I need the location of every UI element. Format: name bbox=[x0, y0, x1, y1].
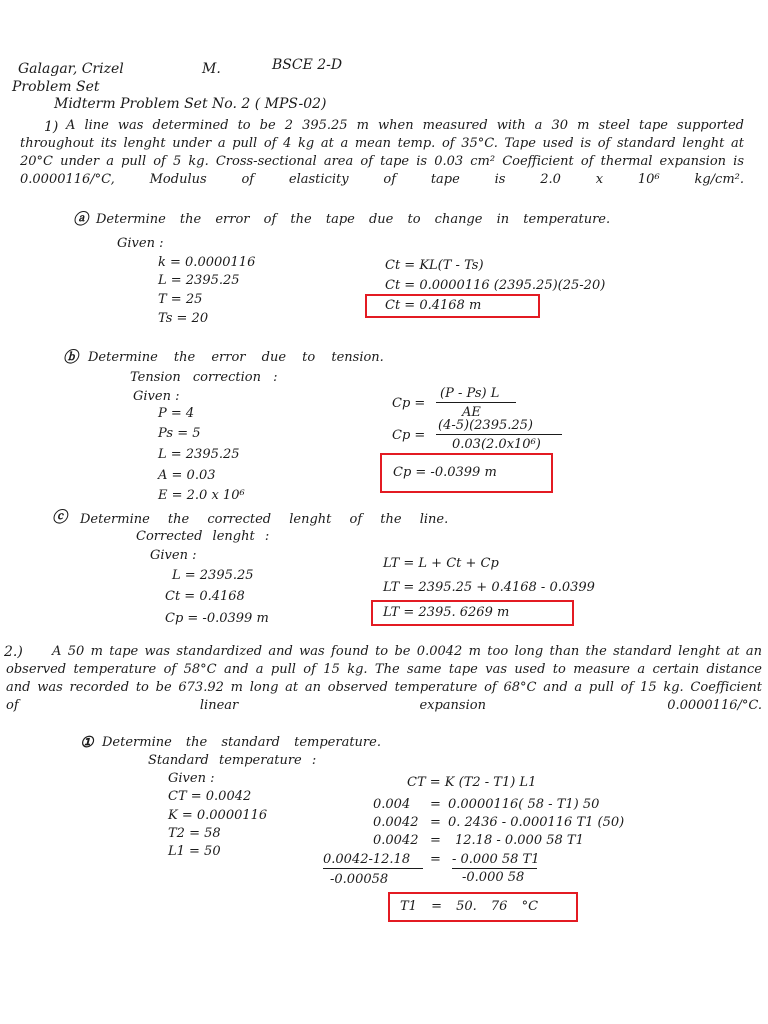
part-b-marker: ⓑ bbox=[63, 348, 79, 366]
given-ct: CT = 0.0042 bbox=[168, 789, 252, 804]
middle-initial: M. bbox=[202, 61, 221, 77]
given-ct: Ct = 0.4168 bbox=[165, 589, 245, 604]
part-a-question: Determine the error of the tape due to change in temperature. bbox=[96, 212, 611, 227]
division-bar-left bbox=[323, 868, 423, 869]
part-1-sub: Standard temperature : bbox=[148, 753, 317, 768]
step-equals: = bbox=[430, 852, 441, 867]
answer-lt: LT = 2395. 6269 m bbox=[383, 605, 510, 620]
given-ts: Ts = 20 bbox=[158, 311, 209, 326]
fraction-numerator: (4-5)(2395.25) bbox=[438, 418, 533, 433]
step-rhs: 12.18 - 0.000 58 T1 bbox=[455, 833, 584, 848]
work-line: Ct = 0.0000116 (2395.25)(25-20) bbox=[385, 278, 606, 293]
given-e: E = 2.0 x 10⁶ bbox=[158, 488, 245, 503]
part-c-given-label: Given : bbox=[150, 548, 197, 563]
answer-cp: Cp = -0.0399 m bbox=[393, 465, 497, 480]
document-title: Problem Set bbox=[12, 79, 100, 95]
part-b-given-label: Given : bbox=[133, 389, 180, 404]
answer-t1: T1 = 50. 76 °C bbox=[400, 899, 539, 914]
fraction-denominator: AE bbox=[462, 405, 481, 420]
step-equals: = bbox=[430, 833, 441, 848]
part-b-sub: Tension correction : bbox=[130, 370, 278, 385]
division-right-numerator: - 0.000 58 T1 bbox=[452, 852, 540, 867]
division-left-denominator: -0.00058 bbox=[330, 872, 389, 887]
student-name: Galagar, Crizel bbox=[18, 61, 124, 77]
part-c-question: Determine the corrected lenght of the line. bbox=[80, 512, 449, 527]
fraction-numerator: (P - Ps) L bbox=[440, 386, 500, 401]
part-c-sub: Corrected lenght : bbox=[136, 529, 270, 544]
given-l: L = 2395.25 bbox=[158, 447, 240, 462]
part-1-question: Determine the standard temperature. bbox=[102, 735, 381, 750]
division-right-denominator: -0.000 58 bbox=[462, 870, 525, 885]
given-k: k = 0.0000116 bbox=[158, 255, 256, 270]
given-l: L = 2395.25 bbox=[158, 273, 240, 288]
given-l: L = 2395.25 bbox=[172, 568, 254, 583]
division-left-numerator: 0.0042-12.18 bbox=[323, 852, 411, 867]
part-a-marker: ⓐ bbox=[73, 210, 89, 228]
part-c-marker: ⓒ bbox=[52, 508, 68, 526]
formula-line: CT = K (T2 - T1) L1 bbox=[407, 775, 537, 790]
problem-2-statement: A 50 m tape was standardized and was found to be 0.0042 m too long than the standard lenght at an observed temperature of 58°C and a pull of 15 kg. The same tape vas used to measure a certain distance and was recorded to be 673.92 m long at an observed temperature of 68°C and a pull of 15 kg. Coefficient of linear expansion 0.0000116/°C. bbox=[6, 644, 762, 713]
given-cp: Cp = -0.0399 m bbox=[165, 611, 269, 626]
part-a-given-label: Given : bbox=[117, 236, 164, 251]
step-lhs: 0.004 bbox=[373, 797, 411, 812]
answer-ct: Ct = 0.4168 m bbox=[385, 298, 482, 313]
work-line: Ct = KL(T - Ts) bbox=[385, 258, 484, 273]
division-bar-right bbox=[452, 868, 537, 869]
step-lhs: 0.0042 bbox=[373, 815, 419, 830]
given-ps: Ps = 5 bbox=[158, 426, 201, 441]
fraction-bar bbox=[436, 402, 516, 403]
fraction-bar bbox=[436, 434, 562, 435]
given-k: K = 0.0000116 bbox=[168, 808, 268, 823]
step-rhs: 0.0000116( 58 - T1) 50 bbox=[448, 797, 600, 812]
part-b-question: Determine the error due to tension. bbox=[88, 350, 384, 365]
work-line: LT = L + Ct + Cp bbox=[383, 556, 499, 571]
given-l1: L1 = 50 bbox=[168, 844, 221, 859]
course-section: BSCE 2-D bbox=[272, 57, 343, 73]
part-1-marker: ① bbox=[80, 733, 94, 751]
fraction-lhs: Cp = bbox=[392, 396, 426, 411]
step-lhs: 0.0042 bbox=[373, 833, 419, 848]
document-subtitle: Midterm Problem Set No. 2 ( MPS-02) bbox=[54, 96, 327, 112]
fraction-denominator: 0.03(2.0x10⁶) bbox=[452, 437, 541, 452]
fraction-lhs: Cp = bbox=[392, 428, 426, 443]
given-t: T = 25 bbox=[158, 292, 203, 307]
step-rhs: 0. 2436 - 0.000116 T1 (50) bbox=[448, 815, 625, 830]
given-a: A = 0.03 bbox=[158, 468, 216, 483]
problem-1-statement: A line was determined to be 2 395.25 m when measured with a 30 m steel tape supported throughout its lenght under a pull of 4 kg at a mean temp. of 35°C. Tape used is of standard lenght at 20°C under a pull of 5 kg. Cross-sectional area of tape is 0.03 cm² Coefficient of thermal expansion is 0.0000116/°C, Modulus of elasticity of tape is 2.0 x 10⁶ kg/cm². bbox=[20, 118, 744, 187]
problem-1-number: 1) bbox=[44, 119, 59, 135]
step-equals: = bbox=[430, 815, 441, 830]
part-1-given-label: Given : bbox=[168, 771, 215, 786]
work-line: LT = 2395.25 + 0.4168 - 0.0399 bbox=[383, 580, 595, 595]
given-p: P = 4 bbox=[158, 406, 195, 421]
given-t2: T2 = 58 bbox=[168, 826, 221, 841]
problem-2-number: 2.) bbox=[4, 644, 23, 660]
step-equals: = bbox=[430, 797, 441, 812]
